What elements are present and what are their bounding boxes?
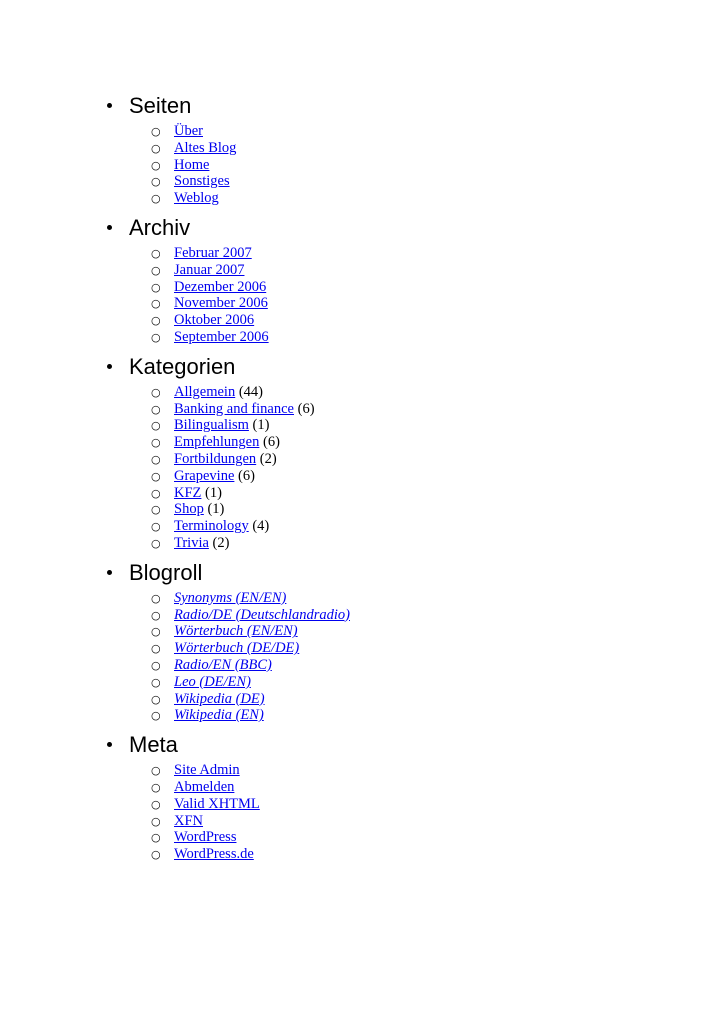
- disc-bullet-icon: [107, 364, 112, 369]
- circle-bullet-icon: ○: [151, 385, 161, 399]
- circle-bullet-icon: ○: [151, 536, 161, 550]
- list-item: [0, 140, 725, 157]
- sidebar-widget-list: [0, 91, 725, 869]
- list-item: [0, 157, 725, 174]
- link-meta[interactable]: WordPress.de: [174, 846, 254, 863]
- link-meta[interactable]: XFN: [174, 812, 204, 829]
- post-count: (1): [205, 484, 222, 501]
- circle-bullet-icon: ○: [151, 675, 161, 689]
- widget-kategorien: [0, 352, 725, 552]
- post-count: (1): [252, 417, 270, 434]
- circle-bullet-icon: ○: [151, 436, 161, 450]
- list-item: [0, 173, 725, 190]
- link-kategorien[interactable]: Fortbildungen: [174, 450, 257, 467]
- circle-bullet-icon: ○: [151, 780, 161, 794]
- link-blogroll[interactable]: Radio/DE (Deutschlandradio): [174, 606, 350, 623]
- post-count: (6): [297, 400, 315, 417]
- circle-bullet-icon: ○: [151, 797, 161, 811]
- link-seiten[interactable]: Weblog: [174, 190, 219, 207]
- link-blogroll[interactable]: Radio/EN (BBC): [174, 656, 272, 673]
- list-item: [0, 762, 725, 779]
- link-meta[interactable]: Abmelden: [174, 778, 235, 795]
- circle-bullet-icon: ○: [151, 764, 161, 778]
- circle-bullet-icon: ○: [151, 503, 161, 517]
- link-blogroll[interactable]: Wörterbuch (EN/EN): [174, 623, 298, 640]
- list-item: [0, 796, 725, 813]
- list-item: [0, 607, 725, 624]
- link-kategorien[interactable]: Empfehlungen: [174, 434, 260, 451]
- circle-bullet-icon: ○: [151, 402, 161, 416]
- post-count: (1): [207, 501, 225, 518]
- link-kategorien[interactable]: Banking and finance: [174, 400, 294, 417]
- link-archiv[interactable]: Dezember 2006: [174, 278, 267, 295]
- list-item: [0, 846, 725, 863]
- link-archiv[interactable]: November 2006: [174, 295, 268, 312]
- disc-bullet-icon: [107, 570, 112, 575]
- widget-link-list: [0, 123, 725, 207]
- link-meta[interactable]: WordPress: [174, 829, 237, 846]
- post-count: (44): [238, 383, 264, 400]
- link-seiten[interactable]: Sonstiges: [174, 173, 230, 190]
- circle-bullet-icon: ○: [151, 692, 161, 706]
- link-seiten[interactable]: Home: [174, 156, 210, 173]
- link-kategorien[interactable]: Terminology: [174, 518, 249, 535]
- circle-bullet-icon: ○: [151, 192, 161, 206]
- list-item: [0, 623, 725, 640]
- disc-bullet-icon: [107, 103, 112, 108]
- circle-bullet-icon: ○: [151, 486, 161, 500]
- post-count: (6): [263, 434, 280, 451]
- widget-link-list: [0, 590, 725, 724]
- link-blogroll[interactable]: Wikipedia (EN): [174, 707, 264, 724]
- list-item: [0, 434, 725, 451]
- list-item: [0, 501, 725, 518]
- link-archiv[interactable]: Januar 2007: [174, 261, 245, 278]
- list-item: [0, 123, 725, 140]
- circle-bullet-icon: ○: [151, 297, 161, 311]
- list-item: [0, 813, 725, 830]
- widget-blogroll: [0, 558, 725, 724]
- list-item: [0, 295, 725, 312]
- circle-bullet-icon: ○: [151, 469, 161, 483]
- post-count: (2): [259, 450, 277, 467]
- widget-heading: Archiv: [129, 214, 191, 240]
- circle-bullet-icon: ○: [151, 246, 161, 260]
- link-kategorien[interactable]: Trivia: [174, 534, 209, 551]
- circle-bullet-icon: ○: [151, 330, 161, 344]
- post-count: (4): [252, 518, 270, 535]
- circle-bullet-icon: ○: [151, 452, 161, 466]
- circle-bullet-icon: ○: [151, 814, 161, 828]
- link-archiv[interactable]: September 2006: [174, 328, 269, 345]
- list-item: [0, 485, 725, 502]
- link-kategorien[interactable]: KFZ: [174, 484, 202, 501]
- link-blogroll[interactable]: Synonyms (EN/EN): [174, 589, 287, 606]
- widget-heading: Blogroll: [129, 559, 203, 585]
- circle-bullet-icon: ○: [151, 175, 161, 189]
- list-item: [0, 707, 725, 724]
- list-item: [0, 674, 725, 691]
- circle-bullet-icon: ○: [151, 608, 161, 622]
- link-blogroll[interactable]: Leo (DE/EN): [174, 673, 251, 690]
- link-kategorien[interactable]: Shop: [174, 501, 204, 518]
- list-item: [0, 384, 725, 401]
- circle-bullet-icon: ○: [151, 642, 161, 656]
- link-kategorien[interactable]: Allgemein: [174, 383, 236, 400]
- list-item: [0, 657, 725, 674]
- widget-heading: Seiten: [129, 93, 192, 118]
- list-item: [0, 451, 725, 468]
- link-archiv[interactable]: Oktober 2006: [174, 312, 255, 329]
- link-meta[interactable]: Valid XHTML: [174, 795, 260, 812]
- circle-bullet-icon: ○: [151, 625, 161, 639]
- list-item: [0, 329, 725, 346]
- post-count: (2): [212, 534, 230, 551]
- list-item: [0, 468, 725, 485]
- circle-bullet-icon: ○: [151, 709, 161, 723]
- link-seiten[interactable]: Altes Blog: [174, 139, 237, 156]
- list-item: [0, 262, 725, 279]
- circle-bullet-icon: ○: [151, 591, 161, 605]
- circle-bullet-icon: ○: [151, 419, 161, 433]
- widget-link-list: [0, 762, 725, 863]
- widget-archiv: [0, 213, 725, 346]
- list-item: [0, 829, 725, 846]
- link-blogroll[interactable]: Wörterbuch (DE/DE): [174, 640, 300, 657]
- widget-heading: Kategorien: [129, 353, 236, 379]
- widget-meta: [0, 730, 725, 863]
- link-blogroll[interactable]: Wikipedia (DE): [174, 690, 265, 707]
- widget-seiten: [0, 91, 725, 207]
- widget-link-list: [0, 245, 725, 346]
- link-meta[interactable]: Site Admin: [174, 762, 240, 779]
- list-item: [0, 401, 725, 418]
- list-item: [0, 640, 725, 657]
- disc-bullet-icon: [107, 225, 112, 230]
- list-item: [0, 312, 725, 329]
- list-item: [0, 417, 725, 434]
- widget-link-list: [0, 384, 725, 552]
- circle-bullet-icon: ○: [151, 658, 161, 672]
- list-item: [0, 590, 725, 607]
- list-item: [0, 535, 725, 552]
- link-archiv[interactable]: Februar 2007: [174, 244, 252, 261]
- list-item: [0, 691, 725, 708]
- circle-bullet-icon: ○: [151, 314, 161, 328]
- link-kategorien[interactable]: Grapevine: [174, 467, 235, 484]
- circle-bullet-icon: ○: [151, 280, 161, 294]
- list-item: [0, 279, 725, 296]
- circle-bullet-icon: ○: [151, 263, 161, 277]
- list-item: [0, 518, 725, 535]
- circle-bullet-icon: ○: [151, 831, 161, 845]
- post-count: (6): [238, 467, 255, 484]
- link-seiten[interactable]: Über: [174, 123, 203, 139]
- link-kategorien[interactable]: Bilingualism: [174, 417, 249, 434]
- circle-bullet-icon: ○: [151, 125, 161, 138]
- circle-bullet-icon: ○: [151, 848, 161, 862]
- list-item: [0, 190, 725, 207]
- circle-bullet-icon: ○: [151, 520, 161, 534]
- circle-bullet-icon: ○: [151, 141, 161, 155]
- list-item: [0, 245, 725, 262]
- list-item: [0, 779, 725, 796]
- circle-bullet-icon: ○: [151, 158, 161, 172]
- widget-heading: Meta: [129, 732, 178, 758]
